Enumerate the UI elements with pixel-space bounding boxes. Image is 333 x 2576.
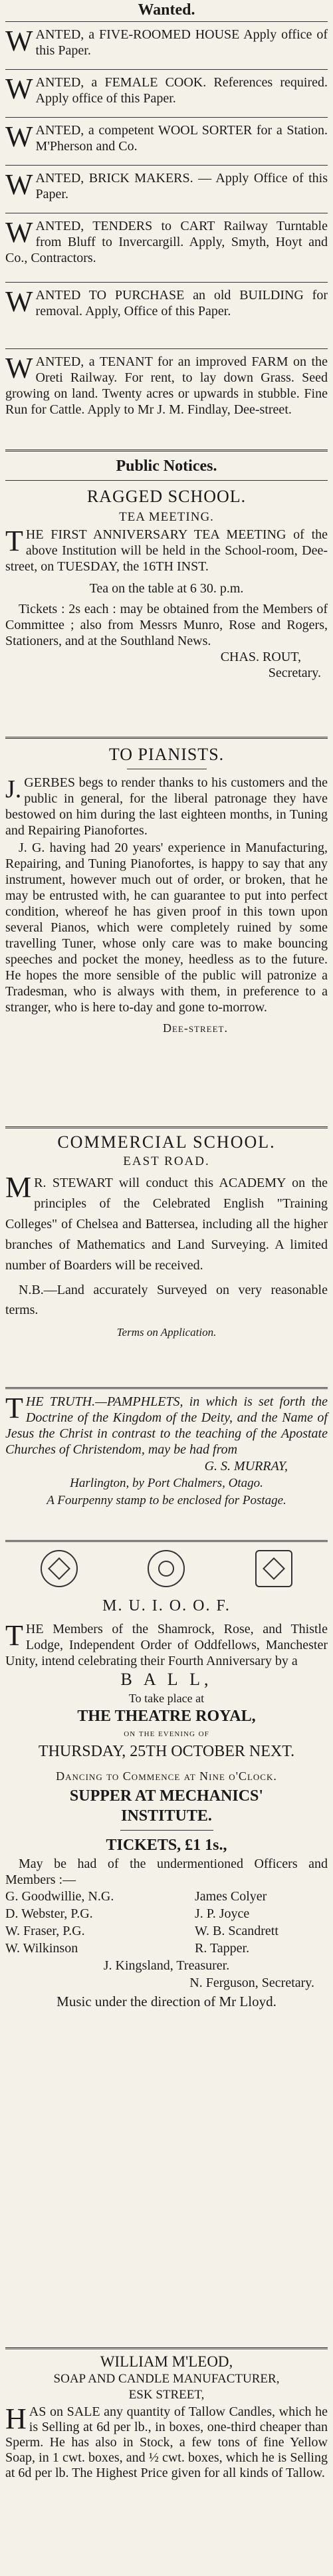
- wanted-ad-2: [5, 74, 328, 106]
- treasurer: J. Kingsland, Treasurer.: [103, 1958, 230, 1973]
- notice-body: HE TRUTH.—PAMPHLETS, in which is set forth the Doctrine of the Kingdom of the Deity, and the Name of Jesus the Christ in contrast to the teaching of the Apostate Churches of Christendom, may be had from: [5, 1394, 328, 1457]
- ad-text: ANTED, a FEMALE COOK. References required. Apply office of this Paper.: [35, 75, 328, 106]
- divider: [5, 2347, 328, 2349]
- member-name: R. Tapper.: [195, 1941, 250, 1956]
- publisher-place: Harlington, by Port Chalmers, Otago.: [70, 1476, 263, 1490]
- postage-note: A Fourpenny stamp to be enclosed for Postage.: [47, 1493, 286, 1507]
- drop-cap: T: [5, 1392, 23, 1424]
- notice-subtitle: EAST ROAD.: [123, 1154, 210, 1168]
- divider: [5, 737, 328, 739]
- member-name: W. Wilkinson: [5, 1941, 78, 1956]
- mleod-notice: [5, 2353, 328, 2481]
- venue: THE THEATRE ROYAL,: [77, 1708, 256, 1725]
- ad-text: ANTED, a competent WOOL SORTER for a Station. M'Pherson and Co.: [35, 123, 328, 154]
- drop-cap: T: [5, 525, 23, 557]
- supper: SUPPER AT MECHANICS' INSTITUTE.: [69, 1787, 264, 1825]
- notice-title: WILLIAM M'LEOD,: [100, 2353, 233, 2370]
- lodge-emblem-icon: [255, 1550, 292, 1587]
- notice-title: TO PIANISTS.: [108, 745, 225, 764]
- ticket-price: TICKETS, £1 1s.,: [106, 1837, 227, 1854]
- lodge-emblem-icon: [148, 1550, 185, 1587]
- ad-text: ANTED, a FIVE-ROOMED HOUSE Apply office of this Paper.: [35, 27, 328, 58]
- terms: Terms on Application.: [116, 1326, 217, 1339]
- notice-title: COMMERCIAL SCHOOL.: [57, 1132, 276, 1152]
- notice-title: RAGGED SCHOOL.: [86, 487, 247, 506]
- ticket-availability: May be had of the undermentioned Officers and Members :—: [5, 1857, 328, 1887]
- notice-body: GERBES begs to render thanks to his customers and the public in general, for the liberal patronage they have bestowed on him during the last eighteen months, in Tuning and Repairing Pianofortes.: [5, 775, 328, 838]
- member-name: D. Webster, P.G.: [5, 1906, 93, 1921]
- pianists-notice: [5, 743, 328, 1037]
- member-name: J. P. Joyce: [195, 1906, 250, 1921]
- truth-pamphlets-notice: [5, 1394, 328, 1509]
- divider: [120, 1830, 213, 1831]
- on-evening: on the evening of: [124, 1728, 209, 1739]
- ball: B A L L,: [120, 1670, 213, 1689]
- notice-body: R. STEWART will conduct this ACADEMY on the principles of the Celebrated English "Training Colleges" of Chelsea and Battersea, including all the higher branches of Mathematics and Land Surveying. A limited number of Boarders will be received.: [5, 1176, 328, 1273]
- member-row: [5, 1922, 328, 1940]
- ad-text: ANTED, TENDERS to CART Railway Turntable from Bluff to Invercargill. Apply, Smyth, Hoyt and Co., Contractors.: [5, 219, 328, 265]
- secretary: N. Ferguson, Secretary.: [189, 1976, 314, 1990]
- divider: [5, 480, 328, 481]
- address: Dee-street.: [162, 1021, 228, 1035]
- notice-subtitle: SOAP AND CANDLE MANUFACTURER,: [53, 2372, 280, 2386]
- public-notices-header: Public Notices.: [116, 457, 217, 475]
- notice-body: HE Members of the Shamrock, Rose, and Thistle Lodge, Independent Order of Oddfellows, Manchester Unity, intend celebrating their Fourth Anniversary by a: [5, 1622, 328, 1668]
- tickets-text: Tickets : 2s each : may be obtained from the Members of Committee ; also from Messrs Munro, Rose and Rogers, Stationers, and at the Southland News.: [5, 602, 328, 648]
- drop-cap: W: [5, 25, 33, 57]
- ad-text: ANTED TO PURCHASE an old BUILDING for removal. Apply, Office of this Paper.: [35, 288, 328, 319]
- signer: CHAS. ROUT,: [220, 650, 301, 664]
- divider: [5, 1540, 328, 1542]
- member-row: [5, 1940, 328, 1957]
- wanted-ad-5: [5, 218, 328, 266]
- divider: [5, 348, 328, 349]
- dancing-time: Dancing to Commence at Nine o'Clock.: [56, 1769, 277, 1783]
- divider: [5, 1126, 328, 1128]
- member-row: [5, 1905, 328, 1922]
- drop-cap: W: [5, 352, 33, 384]
- drop-cap: J.: [5, 775, 22, 803]
- notice-body-2: J. G. having had 20 years' experience in Manufacturing, Repairing, and Tuning Pianofortes, is happy to say that any instrument, however much out of order, or broken, that he may be entrusted with, he can guarantee to put into perfect condition, whereof he has given proof in this town upon several Pianos, which were completely ruined by some travelling Tuner, whose only care was to make bouncing speeches and pocket the money, heedless as to the future. He hopes the more sensible of the public will patronize a Tradesman, who is always with them, in preference to a stranger, who is here to-day and gone to-morrow.: [5, 840, 328, 1015]
- nb-text: N.B.—Land accurately Surveyed on very reasonable terms.: [5, 1283, 328, 1317]
- wanted-ad-1: [5, 27, 328, 59]
- event-date: THURSDAY, 25TH OCTOBER NEXT.: [38, 1743, 295, 1760]
- member-row: [5, 1888, 328, 1905]
- divider: [5, 69, 328, 70]
- drop-cap: W: [5, 285, 33, 318]
- take-place: To take place at: [128, 1692, 205, 1705]
- notice-subtitle: TEA MEETING.: [119, 510, 214, 524]
- notice-body: HE FIRST ANNIVERSARY TEA MEETING of the above Institution will be held in the School-room, Dee-street, on TUESDAY, the 16TH INST.: [5, 527, 328, 574]
- ad-text: ANTED, BRICK MAKERS. — Apply Office of this Paper.: [35, 171, 328, 201]
- drop-cap: W: [5, 168, 33, 201]
- member-name: W. B. Scandrett: [195, 1924, 278, 1938]
- notice-title: M. U. I. O. O. F.: [102, 1597, 231, 1614]
- drop-cap: H: [5, 2402, 27, 2435]
- divider: [5, 1387, 328, 1389]
- divider: [5, 165, 328, 166]
- wanted-ad-3: [5, 122, 328, 154]
- wanted-ad-4: [5, 170, 328, 202]
- signer-role: Secretary.: [268, 666, 321, 680]
- tea-time: Tea on the table at 6 30. p.m.: [89, 581, 244, 596]
- member-name: G. Goodwillie, N.G.: [5, 1889, 114, 1904]
- divider: [5, 117, 328, 118]
- divider: [5, 450, 328, 451]
- music-note: Music under the direction of Mr Lloyd.: [56, 1994, 277, 2009]
- drop-cap: W: [5, 120, 33, 153]
- ad-text: ANTED, a TENANT for an improved FARM on the Oreti Railway. For rent, to lay down Grass. Seed growing on land. Twenty acres or upwards in stubble. Fine Run for Cattle. Apply to Mr J. M. Findlay, Dee-street.: [5, 354, 328, 417]
- drop-cap: M: [5, 1171, 32, 1204]
- lodge-emblems: [5, 1545, 328, 1592]
- commercial-school-notice: [5, 1132, 328, 1343]
- drop-cap: W: [5, 72, 33, 105]
- lodge-emblem-icon: [41, 1550, 78, 1587]
- street: ESK STREET,: [128, 2388, 205, 2402]
- wanted-ad-7: [5, 354, 328, 418]
- divider: [5, 21, 328, 22]
- member-name: W. Fraser, P.G.: [5, 1924, 85, 1938]
- drop-cap: T: [5, 1619, 23, 1652]
- wanted-header: Wanted.: [138, 1, 195, 19]
- notice-body: AS on SALE any quantity of Tallow Candles, which he is Selling at 6d per lb., in boxes, one-third cheaper than Sperm. He has also in Stock, a few tons of fine Yellow Soap, in 1 cwt. boxes, and ½ cwt. boxes, which he is Selling at 6d per lb. The Highest Price given for all kinds of Tallow.: [5, 2404, 328, 2480]
- drop-cap: W: [5, 216, 33, 249]
- member-name: James Colyer: [195, 1889, 267, 1904]
- publisher-name: G. S. MURRAY,: [204, 1459, 288, 1474]
- ragged-school-notice: [5, 485, 328, 681]
- members-list: [5, 1888, 328, 1957]
- wanted-ad-6: [5, 287, 328, 319]
- divider: [5, 282, 328, 283]
- muioof-ball-notice: [5, 1545, 328, 2011]
